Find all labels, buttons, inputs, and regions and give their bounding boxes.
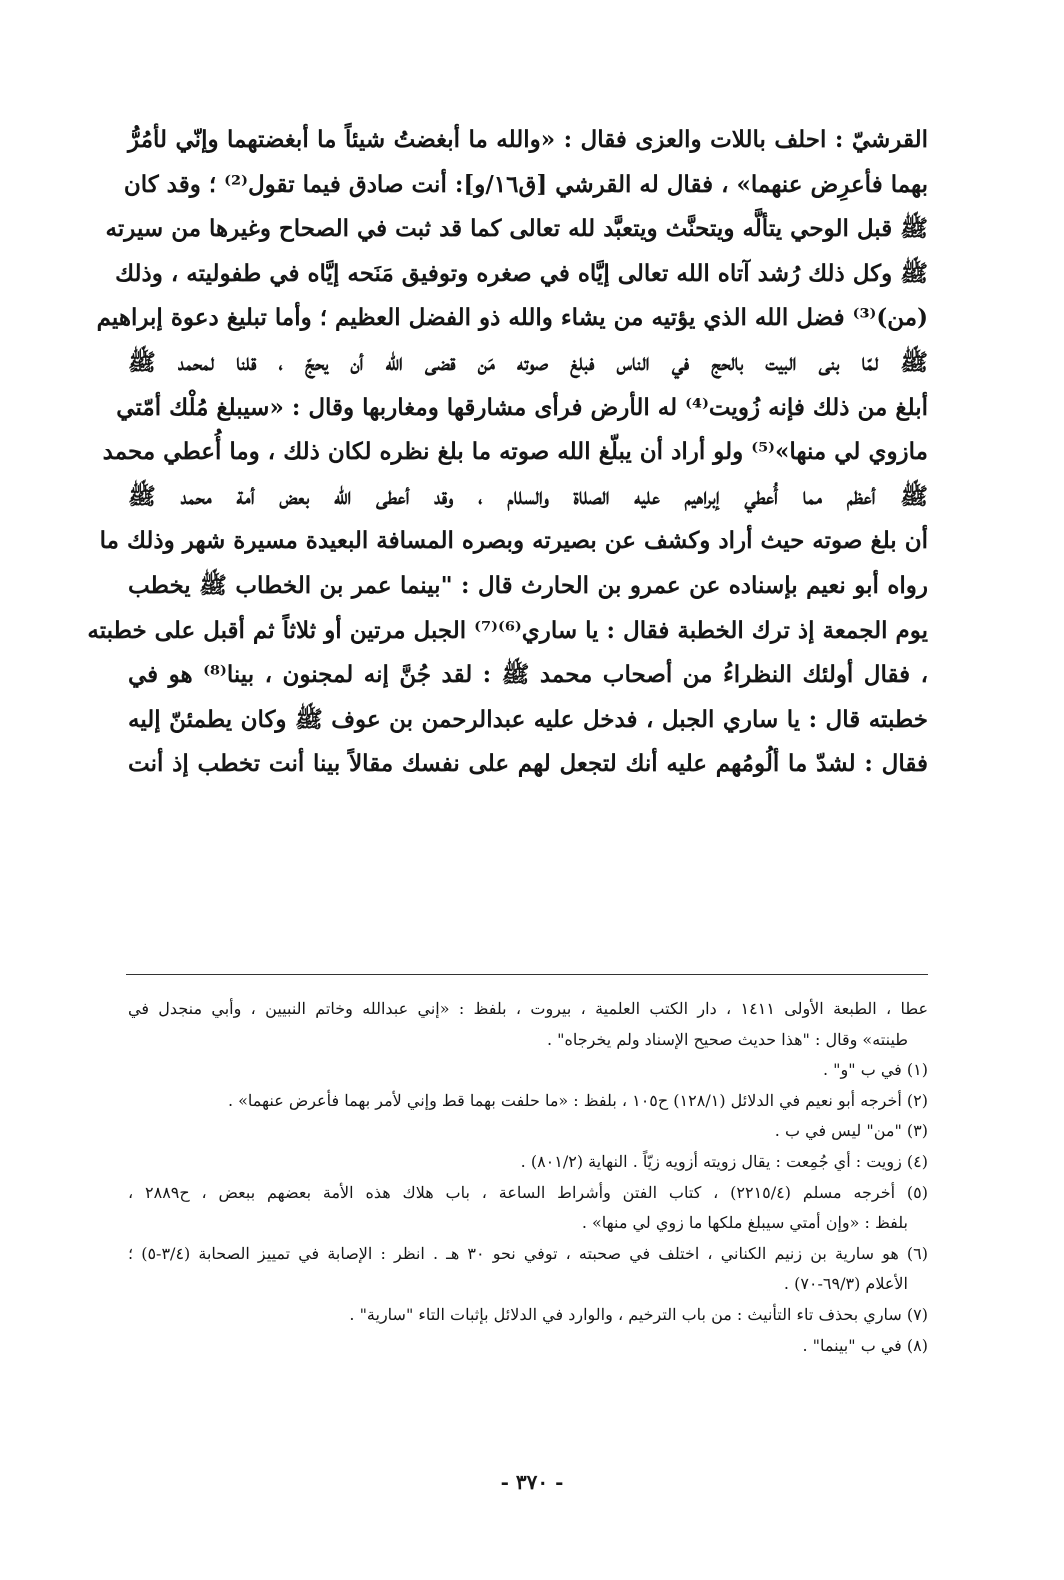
body-line: أن بلغ صوته حيث أراد وكشف عن بصيرته وبصره المسافة البعيدة مسيرة شهر وذلك ما bbox=[99, 527, 928, 555]
body-line: يوم الجمعة إذ ترك الخطبة فقال : يا ساري⁽⁶⁾⁽⁷⁾ الجبل مرتين أو ثلاثاً ثم أقبل على خطبته bbox=[87, 616, 928, 644]
body-line: فقال : لشدّ ما ألُومُهم عليه أنك لتجعل لهم على نفسك مقالاً بينا أنت تخطب إذ أنت bbox=[128, 750, 928, 778]
body-line: مازوي لي منها»⁽⁵⁾ ولو أراد أن يبلّغ الله صوته ما بلغ نظره لكان ذلك ، وما أُعطي محمد bbox=[102, 438, 928, 466]
footnote-line: الأعلام (٦٩/٣-٧٠) . bbox=[783, 1274, 908, 1294]
page-number: - ٣٧٠ - bbox=[500, 1470, 564, 1494]
footnote-line: طينته» وقال : "هذا حديث صحيح الإسناد ولم يخرجاه" . bbox=[546, 1029, 908, 1049]
body-line: خطبته قال : يا ساري الجبل ، فدخل عليه عبدالرحمن بن عوف ﷺ وكان يطمئنّ إليه bbox=[128, 705, 928, 733]
footnote-divider bbox=[126, 974, 928, 975]
body-line: ﷺ أعظم مما أُعطي إبراهيم عليه الصلاة والسلام ، وقد أعطى الله بعض أمة محمد ﷺ bbox=[128, 482, 928, 510]
body-line: القرشيّ : احلف باللات والعزى فقال : «والله ما أبغضتُ شيئاً ما أبغضتهما وإنّي لأمُرُّ bbox=[128, 126, 928, 153]
footnote-line: (٥) أخرجه مسلم (٢٢١٥/٤) ، كتاب الفتن وأشراط الساعة ، باب هلاك هذه الأمة بعضهم ببعض ، ح٢٨٨٩ ، bbox=[128, 1182, 929, 1202]
body-line: رواه أبو نعيم بإسناده عن عمرو بن الحارث قال : "بينما عمر بن الخطاب ﷺ يخطب bbox=[128, 571, 928, 599]
footnote-line: بلفظ : «وإن أمتي سيبلغ ملكها ما زوي لي منها» . bbox=[581, 1213, 908, 1233]
body-line: ﷺ لمّا بنى البيت بالحج في الناس فبلغ صوته مَن قضى الله أن يحجّ ، قلنا لمحمد ﷺ bbox=[128, 348, 928, 376]
main-body-text bbox=[87, 118, 928, 787]
body-line: ، فقال أولئك النظراءُ من أصحاب محمد ﷺ : لقد جُنَّ إنه لمجنون ، بينا⁽⁸⁾ هو في bbox=[128, 661, 928, 689]
footnote-line: (٨) في ب "بينما" . bbox=[802, 1335, 928, 1355]
footnote-line: عطا ، الطبعة الأولى ١٤١١ ، دار الكتب العلمية ، بيروت ، بلفظ : «إني عبدالله وخاتم النبيين ، وأبي منجدل في bbox=[128, 999, 929, 1018]
body-line: أبلغ من ذلك فإنه زُويت⁽⁴⁾ له الأرض فرأى مشارقها ومغاربها وقال : «سيبلغ مُلْك أمّتي bbox=[116, 393, 928, 421]
footnote-line: (١) في ب "و" . bbox=[822, 1060, 928, 1080]
body-line: بهما فأعرِض عنهما» ، فقال له القرشي [ق١٦/و]: أنت صادق فيما تقول⁽²⁾ ؛ وقد كان bbox=[123, 170, 928, 198]
footnote-line: (٦) هو سارية بن زنيم الكناني ، اختلف في صحبته ، توفي نحو ٣٠ هـ . انظر : الإصابة في تمييز الصحابة (٣/٤-٥) ؛ bbox=[128, 1243, 929, 1263]
footnotes-section bbox=[128, 994, 928, 1361]
footnote-line: (٢) أخرجه أبو نعيم في الدلائل (١٢٨/١) ح١٠٥ ، بلفظ : «ما حلفت بهما قط وإني لأمر بهما فأعرض عنهما» . bbox=[227, 1090, 928, 1110]
body-line: (من)⁽³⁾ فضل الله الذي يؤتيه من يشاء والله ذو الفضل العظيم ؛ وأما تبليغ دعوة إبراهيم bbox=[96, 304, 928, 332]
body-line: ﷺ وكل ذلك رُشد آتاه الله تعالى إيَّاه في صغره وتوفيق مَنَحه إيَّاه في طفوليته ، وذلك bbox=[115, 259, 928, 287]
footnote-line: (٤) زويت : أي جُمِعت : يقال زويته أزويه زيّاً . النهاية (٨٠١/٢) . bbox=[520, 1151, 928, 1171]
body-line: ﷺ قبل الوحي يتألَّه ويتحنَّث ويتعبَّد لله تعالى كما قد ثبت في الصحاح وغيرها من سيرته bbox=[105, 215, 928, 243]
footnote-line: (٧) ساري بحذف تاء التأنيث : من باب الترخيم ، والوارد في الدلائل بإثبات التاء "سارية" . bbox=[349, 1304, 928, 1324]
footnote-line: (٣) "من" ليس في ب . bbox=[774, 1121, 928, 1141]
